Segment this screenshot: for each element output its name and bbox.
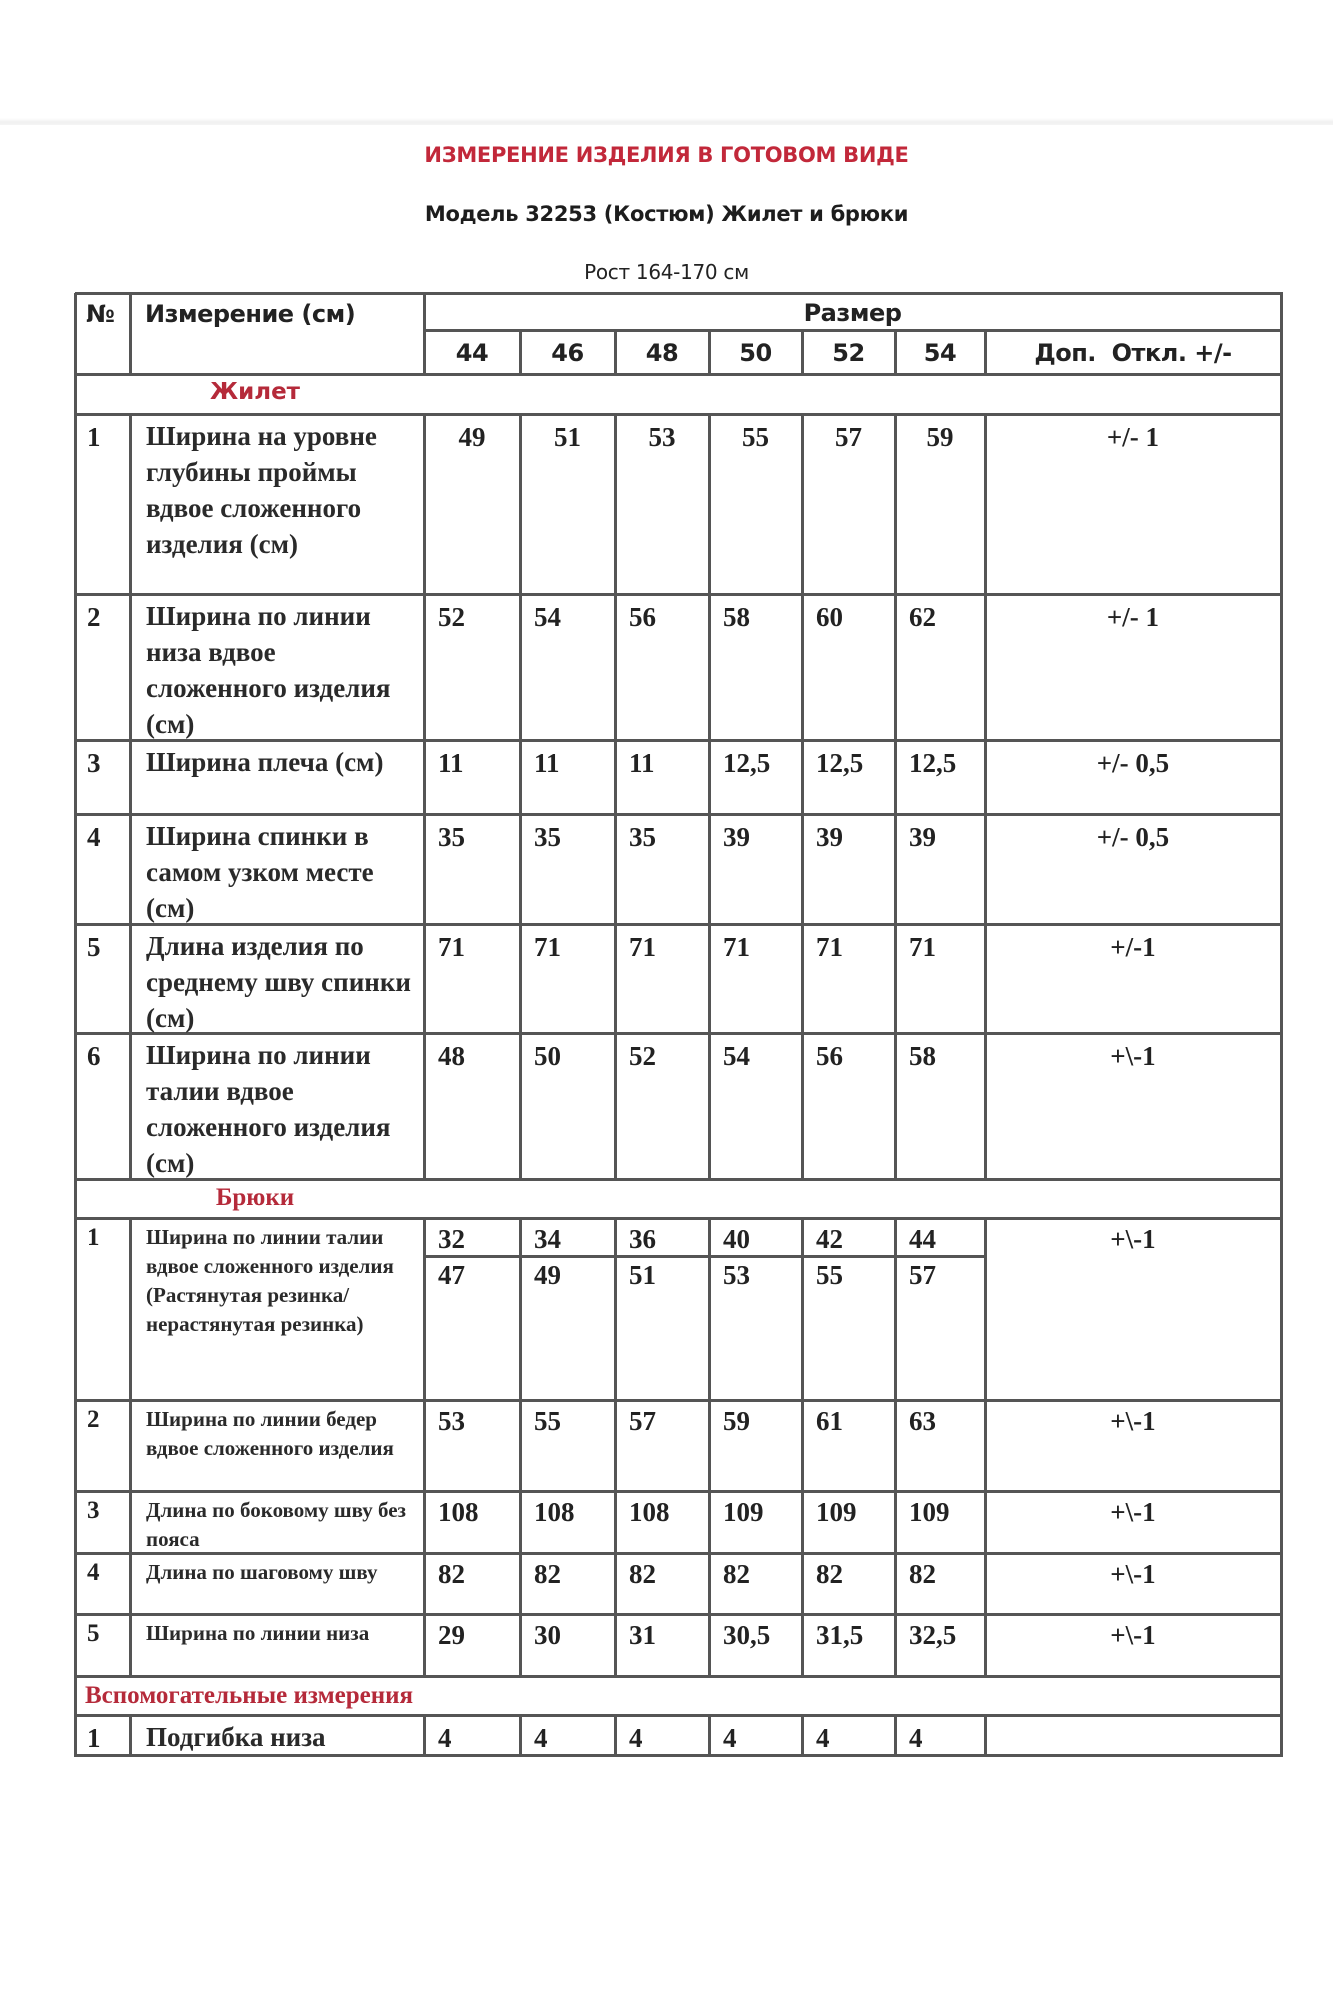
tolerance-value: +/- 1 xyxy=(1106,602,1160,632)
size-value: 39 xyxy=(723,822,750,852)
tolerance-value: +/- 1 xyxy=(1106,422,1160,452)
row-number: 6 xyxy=(87,1041,101,1071)
size-value: 4 xyxy=(438,1723,452,1753)
grid-line xyxy=(708,924,711,1035)
grid-line xyxy=(894,924,897,1035)
grid-line xyxy=(75,1490,1283,1493)
grid-line xyxy=(894,1614,897,1678)
grid-line xyxy=(708,1033,711,1181)
size-value: 12,5 xyxy=(723,748,771,778)
grid-line xyxy=(708,1614,711,1678)
grid-line xyxy=(614,1553,617,1616)
grid-line xyxy=(423,1033,426,1181)
grid-line xyxy=(894,1553,897,1616)
grid-line xyxy=(984,1715,987,1757)
size-value: 82 xyxy=(534,1559,561,1589)
size-value: 32,5 xyxy=(909,1620,957,1650)
grid-line xyxy=(708,594,711,742)
tolerance-value: +/-1 xyxy=(1110,932,1156,962)
tolerance-value: +/- 0,5 xyxy=(1096,748,1170,778)
size-value: 29 xyxy=(438,1620,465,1650)
size-value: 11 xyxy=(534,748,560,778)
grid-line xyxy=(75,1675,1283,1678)
size-value: 51 xyxy=(554,422,581,452)
size-value: 82 xyxy=(723,1559,750,1589)
grid-line xyxy=(894,594,897,742)
size-value: 42 xyxy=(816,1224,843,1254)
size-value: 56 xyxy=(816,1041,843,1071)
grid-line xyxy=(423,740,426,816)
row-number: 3 xyxy=(87,748,101,778)
section-title: Жилет xyxy=(209,379,301,405)
measurement-label: Ширина по линии низа xyxy=(146,1621,370,1645)
grid-line xyxy=(614,740,617,816)
size-value: 82 xyxy=(438,1559,465,1589)
size-value: 71 xyxy=(816,932,843,962)
size-value: 109 xyxy=(816,1497,857,1527)
tolerance-value: +\-1 xyxy=(1110,1041,1156,1071)
size-value: 52 xyxy=(629,1041,656,1071)
grid-line xyxy=(708,1553,711,1616)
size-value: 30 xyxy=(534,1620,561,1650)
size-value: 30,5 xyxy=(723,1620,771,1650)
grid-line xyxy=(614,924,617,1035)
size-value: 108 xyxy=(438,1497,479,1527)
size-value: 58 xyxy=(723,602,750,632)
grid-line xyxy=(75,1217,1283,1220)
measurement-label: Длина по шаговому шву xyxy=(146,1560,378,1584)
grid-line xyxy=(708,1400,711,1493)
size-value: 11 xyxy=(629,748,655,778)
size-value-alt: 47 xyxy=(438,1260,465,1290)
size-value: 59 xyxy=(723,1406,750,1436)
size-value: 11 xyxy=(438,748,464,778)
row-number: 3 xyxy=(87,1497,100,1524)
grid-line xyxy=(708,740,711,816)
size-value: 58 xyxy=(909,1041,936,1071)
size-value: 108 xyxy=(534,1497,575,1527)
size-value: 48 xyxy=(438,1041,465,1071)
grid-line xyxy=(423,1553,426,1616)
size-value: 71 xyxy=(723,932,750,962)
grid-line xyxy=(894,1033,897,1181)
size-value: 4 xyxy=(909,1723,923,1753)
grid-line xyxy=(801,1218,804,1402)
size-value: 71 xyxy=(438,932,465,962)
size-value: 52 xyxy=(438,602,465,632)
grid-line xyxy=(423,1491,426,1555)
grid-line xyxy=(801,594,804,742)
grid-line xyxy=(519,740,522,816)
grid-line xyxy=(423,1614,426,1678)
grid-line xyxy=(708,814,711,926)
header-size-50: 50 xyxy=(739,339,772,367)
size-value: 57 xyxy=(835,422,862,452)
size-value: 12,5 xyxy=(816,748,864,778)
grid-line xyxy=(519,1553,522,1616)
size-value: 31 xyxy=(629,1620,656,1650)
grid-line xyxy=(75,292,1283,295)
tolerance-value: +\-1 xyxy=(1110,1406,1156,1436)
size-value: 59 xyxy=(926,422,954,452)
size-value: 12,5 xyxy=(909,748,957,778)
grid-line xyxy=(423,1218,426,1402)
size-value-alt: 49 xyxy=(534,1260,561,1290)
grid-line xyxy=(614,1218,617,1402)
grid-line xyxy=(75,373,1283,376)
size-value: 54 xyxy=(723,1041,750,1071)
document-title: ИЗМЕРЕНИЕ ИЗДЕЛИЯ В ГОТОВОМ ВИДЕ xyxy=(424,143,909,167)
grid-line xyxy=(801,1715,804,1757)
size-value: 71 xyxy=(534,932,561,962)
row-number: 4 xyxy=(87,1559,100,1586)
size-value: 55 xyxy=(534,1406,561,1436)
measurement-label: Ширина на уровне глубины проймы вдвое сложенного изделия (см) xyxy=(146,421,377,559)
section-title: Брюки xyxy=(215,1184,295,1211)
tolerance-value: +\-1 xyxy=(1110,1620,1156,1650)
grid-line xyxy=(614,1400,617,1493)
grid-line xyxy=(519,1614,522,1678)
grid-line xyxy=(75,813,1283,816)
header-size-group: Размер xyxy=(803,299,902,327)
size-value: 36 xyxy=(629,1224,656,1254)
size-value: 4 xyxy=(629,1723,643,1753)
grid-line xyxy=(424,329,1283,332)
grid-line xyxy=(614,1033,617,1181)
row-number: 1 xyxy=(87,1224,100,1251)
header-tolerance: Доп. Откл. +/- xyxy=(1034,339,1232,367)
size-value: 4 xyxy=(723,1723,737,1753)
size-value: 32 xyxy=(438,1224,465,1254)
size-value: 109 xyxy=(723,1497,764,1527)
size-value: 4 xyxy=(816,1723,830,1753)
measurement-label: Длина по боковому шву без пояса xyxy=(146,1498,406,1551)
grid-line xyxy=(75,1714,1283,1717)
size-value-alt: 53 xyxy=(723,1260,750,1290)
grid-line xyxy=(801,1400,804,1493)
measurement-label: Ширина плеча (см) xyxy=(146,747,384,777)
measurement-label: Ширина по линии талии вдвое сложенного изделия (см) xyxy=(146,1040,391,1178)
tolerance-value: +\-1 xyxy=(1110,1497,1156,1527)
grid-line xyxy=(894,1491,897,1555)
size-value: 35 xyxy=(534,822,561,852)
size-value: 57 xyxy=(629,1406,656,1436)
grid-line xyxy=(894,740,897,816)
tolerance-value: +\-1 xyxy=(1110,1224,1156,1254)
grid-line xyxy=(129,293,132,376)
measurement-label: Ширина по линии низа вдвое сложенного изделия (см) xyxy=(146,601,391,739)
size-value: 54 xyxy=(534,602,561,632)
grid-line xyxy=(424,1255,987,1258)
grid-line xyxy=(894,1400,897,1493)
grid-line xyxy=(614,594,617,742)
grid-line xyxy=(423,1400,426,1493)
size-value: 53 xyxy=(648,422,676,452)
grid-line xyxy=(708,1491,711,1555)
grid-line xyxy=(708,1218,711,1402)
grid-line xyxy=(74,293,77,1757)
grid-line xyxy=(519,594,522,742)
size-value: 63 xyxy=(909,1406,936,1436)
grid-line xyxy=(423,814,426,926)
measurement-label: Подгибка низа xyxy=(146,1722,326,1752)
grid-line xyxy=(894,1715,897,1757)
header-size-46: 46 xyxy=(551,339,584,367)
grid-line xyxy=(75,593,1283,596)
size-value: 39 xyxy=(816,822,843,852)
grid-line xyxy=(894,814,897,926)
measurement-label: Ширина по линии бедер вдвое сложенного изделия xyxy=(146,1407,394,1460)
header-size-44: 44 xyxy=(455,339,489,367)
size-value: 82 xyxy=(629,1559,656,1589)
size-value: 71 xyxy=(629,932,656,962)
tolerance-value: +\-1 xyxy=(1110,1559,1156,1589)
size-value: 62 xyxy=(909,602,936,632)
size-value: 53 xyxy=(438,1406,465,1436)
size-value: 39 xyxy=(909,822,936,852)
grid-line xyxy=(614,1614,617,1678)
grid-line xyxy=(1280,293,1283,1757)
tolerance-value: +/- 0,5 xyxy=(1096,822,1170,852)
size-value: 61 xyxy=(816,1406,843,1436)
grid-line xyxy=(708,1715,711,1757)
size-value: 82 xyxy=(816,1559,843,1589)
size-value: 55 xyxy=(742,422,769,452)
size-value: 40 xyxy=(723,1224,750,1254)
measurement-label: Ширина по линии талии вдвое сложенного изделия (Растянутая резинка/ нерастянутая резинка) xyxy=(146,1225,394,1336)
grid-line xyxy=(801,1553,804,1616)
size-value: 4 xyxy=(534,1723,548,1753)
grid-line xyxy=(614,814,617,926)
grid-line xyxy=(75,413,1283,416)
grid-line xyxy=(423,594,426,742)
size-value-alt: 57 xyxy=(909,1260,936,1290)
row-number: 5 xyxy=(87,1620,100,1647)
grid-line xyxy=(801,1491,804,1555)
grid-line xyxy=(423,924,426,1035)
section-title: Вспомогательные измерения xyxy=(85,1682,414,1709)
header-size-52: 52 xyxy=(832,339,865,367)
row-number: 1 xyxy=(87,1723,101,1753)
size-value: 31,5 xyxy=(816,1620,864,1650)
header-size-54: 54 xyxy=(923,339,957,367)
size-value-alt: 51 xyxy=(629,1260,656,1290)
size-value: 35 xyxy=(438,822,465,852)
size-value: 109 xyxy=(909,1497,950,1527)
grid-line xyxy=(519,924,522,1035)
grid-line xyxy=(519,1715,522,1757)
height-range: Рост 164-170 см xyxy=(584,260,749,284)
grid-line xyxy=(75,1399,1283,1402)
grid-line xyxy=(894,1218,897,1402)
size-value: 50 xyxy=(534,1041,561,1071)
row-number: 5 xyxy=(87,932,101,962)
size-value: 82 xyxy=(909,1559,936,1589)
grid-line xyxy=(519,1400,522,1493)
grid-line xyxy=(519,1033,522,1181)
grid-line xyxy=(801,814,804,926)
measurement-label: Длина изделия по среднему шву спинки (см) xyxy=(146,931,411,1033)
row-number: 2 xyxy=(87,1406,100,1433)
grid-line xyxy=(614,1715,617,1757)
grid-line xyxy=(801,924,804,1035)
size-value: 71 xyxy=(909,932,936,962)
size-value: 60 xyxy=(816,602,843,632)
grid-line xyxy=(75,1613,1283,1616)
size-value: 56 xyxy=(629,602,656,632)
grid-line xyxy=(519,1218,522,1402)
grid-line xyxy=(801,1614,804,1678)
grid-line xyxy=(801,1033,804,1181)
grid-line xyxy=(614,1491,617,1555)
size-value: 34 xyxy=(534,1224,561,1254)
size-value: 35 xyxy=(629,822,656,852)
row-number: 4 xyxy=(87,822,101,852)
measurement-label: Ширина спинки в самом узком месте (см) xyxy=(146,821,374,923)
header-number: № xyxy=(86,300,115,328)
row-number: 2 xyxy=(87,602,101,632)
header-size-48: 48 xyxy=(645,339,679,367)
size-value: 44 xyxy=(909,1224,936,1254)
header-measurement: Измерение (см) xyxy=(145,300,356,328)
model-subtitle: Модель 32253 (Костюм) Жилет и брюки xyxy=(424,202,909,226)
grid-line xyxy=(519,1491,522,1555)
row-number: 1 xyxy=(87,422,101,452)
grid-line xyxy=(801,740,804,816)
size-value-alt: 55 xyxy=(816,1260,843,1290)
size-value: 108 xyxy=(629,1497,670,1527)
grid-line xyxy=(423,1715,426,1757)
grid-line xyxy=(519,814,522,926)
size-value: 49 xyxy=(458,422,486,452)
